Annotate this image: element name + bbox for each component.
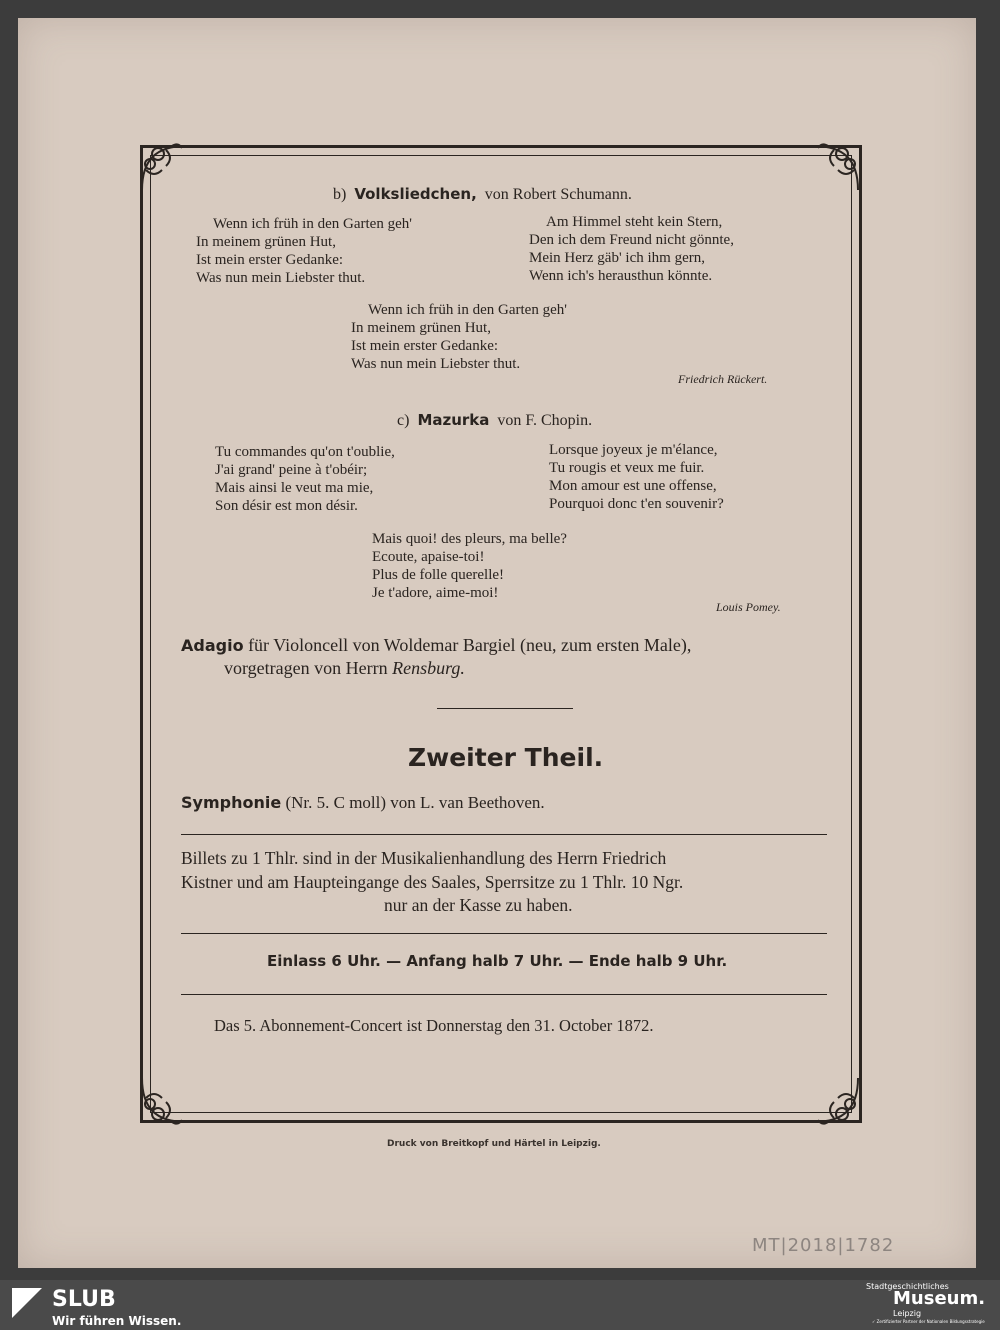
stanza-line: Tu rougis et veux me fuir. [549,460,705,476]
stanza-line: Ecoute, apaise-toi! [372,549,485,565]
stanza-line: Je t'adore, aime-moi! [372,585,499,601]
tickets-line: Billets zu 1 Thlr. sind in der Musikalienhandlung des Herrn Friedrich [181,848,667,868]
symphony-desc: (Nr. 5. C moll) von L. van Beethoven. [285,793,545,812]
museum-partner: ✓ Zertifizierter Partner der Nationalen Bildungsstrategie [872,1319,985,1324]
adagio-line-1 [181,636,691,654]
tickets-line: Kistner und am Haupteingange des Saales, Sperrsitze zu 1 Thlr. 10 Ngr. [181,872,684,892]
stanza-line: Ist mein erster Gedanke: [351,338,499,354]
next-concert: Das 5. Abonnement-Concert ist Donnerstag den 31. October 1872. [214,1016,654,1035]
adagio-prefix: vorgetragen von Herrn [224,658,388,678]
footer-bar [0,1280,1000,1330]
adagio-title: Adagio [181,636,244,655]
stanza-line: Wenn ich früh in den Garten geh' [213,216,412,232]
song-b-title: Volksliedchen, [354,185,477,203]
symphony-line [181,794,545,811]
slub-tagline: Wir führen Wissen. [52,1314,182,1328]
tickets-line: nur an der Kasse zu haben. [384,895,573,915]
stanza-line: Plus de folle querelle! [372,567,505,583]
poet-credit: Louis Pomey. [716,600,781,614]
museum-city: Leipzig [893,1309,922,1318]
song-c-heading [397,413,592,429]
song-b-heading [333,187,632,203]
stanza-line: Den ich dem Freund nicht gönnte, [529,232,734,248]
museum-name: Museum. [893,1288,986,1309]
section-divider [437,708,573,709]
song-b-author: von Robert Schumann. [484,186,632,203]
song-c-label: c) [397,412,410,429]
adagio-line-2 [224,659,465,677]
stanza-line: Pourquoi donc t'en souvenir? [549,496,724,512]
divider [181,933,827,934]
divider [181,994,827,995]
stanza-line: J'ai grand' peine à t'obéir; [215,462,368,478]
stanza-line: Tu commandes qu'on t'oublie, [215,444,395,460]
slub-logo-icon [12,1288,42,1318]
corner-ornament-icon [136,140,192,196]
stanza-line: In meinem grünen Hut, [351,320,491,336]
printer-credit: Druck von Breitkopf und Härtel in Leipzig. [387,1139,601,1149]
stanza-line: Ist mein erster Gedanke: [196,252,344,268]
shelfmark: MT|2018|1782 [752,1235,895,1256]
stanza-line: Mais quoi! des pleurs, ma belle? [372,531,567,547]
poet-credit: Friedrich Rückert. [678,372,768,386]
song-c-author: von F. Chopin. [497,412,593,429]
stanza-line: Son désir est mon désir. [215,498,358,514]
slub-name: SLUB [52,1287,116,1312]
stanza-line: Mon amour est une offense, [549,478,717,494]
stanza-line: Lorsque joyeux je m'élance, [549,442,718,458]
museum-top: Stadtgeschichtliches [866,1282,949,1291]
symphony-title: Symphonie [181,793,282,812]
divider [181,834,827,835]
stanza-line: Mein Herz gäb' ich ihm gern, [529,250,705,266]
part-two-heading: Zweiter Theil. [408,743,604,772]
adagio-performer: Rensburg. [392,658,465,678]
adagio-desc: für Violoncell von Woldemar Bargiel (neu, zum ersten Male), [248,635,692,655]
stanza-line: Wenn ich früh in den Garten geh' [368,302,567,318]
corner-ornament-icon [808,140,864,196]
song-c-title: Mazurka [417,411,490,429]
stanza-line: Was nun mein Liebster thut. [351,356,521,372]
stanza-line: Wenn ich's herausthun könnte. [529,268,713,284]
corner-ornament-icon [136,1072,192,1128]
corner-ornament-icon [808,1072,864,1128]
stanza-line: Was nun mein Liebster thut. [196,270,366,286]
stanza-line: Am Himmel steht kein Stern, [546,214,723,230]
song-b-label: b) [333,186,347,203]
stanza-line: Mais ainsi le veut ma mie, [215,480,374,496]
times-line: Einlass 6 Uhr. — Anfang halb 7 Uhr. — Ende halb 9 Uhr. [267,952,728,970]
stanza-line: In meinem grünen Hut, [196,234,336,250]
